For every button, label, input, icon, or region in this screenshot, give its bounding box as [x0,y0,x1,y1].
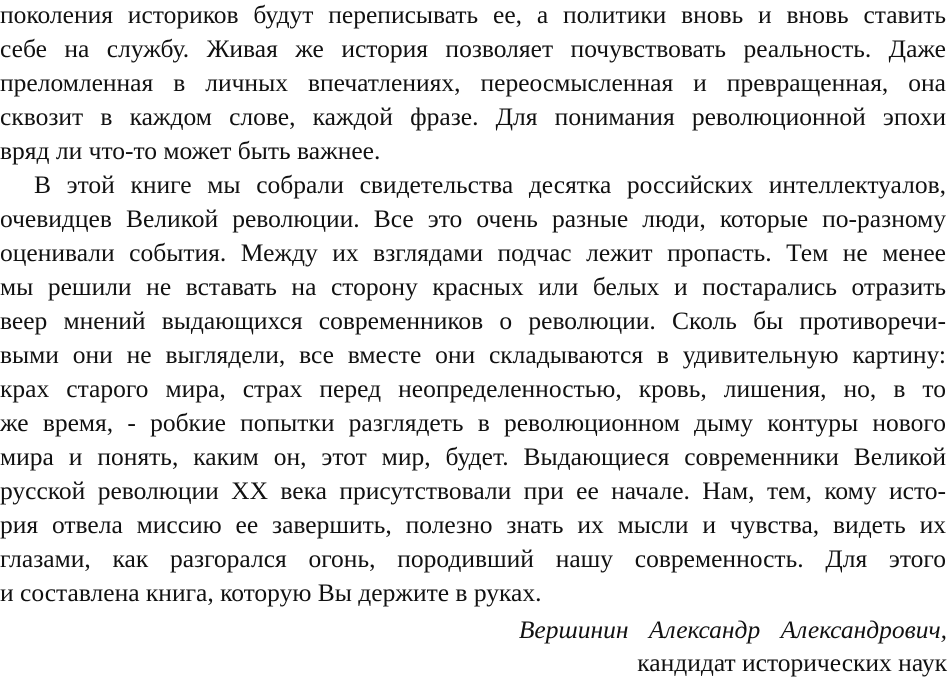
text-line: В этой книге мы собрали свидетельства десятка российских интеллектуалов, [34,170,946,199]
author-name: Вершинин Александр Александрович, [518,615,947,644]
text-line: очевидцев Великой революции. Все это очень разные люди, которые по-разному [0,204,946,233]
text-line: русской революции XX века присутствовали при ее начале. Нам, тем, кому исто- [0,476,946,505]
text-line: поколения историков будут переписывать ее, а политики вновь и вновь ставить [0,0,946,29]
paragraph-2 [0,168,946,610]
text-line: сквозит в каждом слове, каждой фразе. Для понимания революционной эпохи [0,102,946,131]
text-line: веер мнений выдающихся современников о революции. Сколь бы противоречи- [0,306,946,335]
text-line: рия отвела миссию ее завершить, полезно знать их мысли и чувства, видеть их [0,510,946,539]
text-line: мы решили не вставать на сторону красных или белых и постарались отразить [0,272,946,301]
paragraph-1 [0,0,946,168]
author-degree: кандидат исторических наук [637,648,947,677]
text-line: глазами, как разгорался огонь, породивший нашу современность. Для этого [0,544,946,573]
text-line: преломленная в личных впечатлениях, переосмысленная и превращенная, она [0,68,946,97]
text-line: крах старого мира, страх перед неопределенностью, кровь, лишения, но, в то [0,374,946,403]
text-line: выми они не выглядели, все вместе они складываются в удивительную картину: [0,340,946,369]
text-line: себе на службу. Живая же история позволяет почувствовать реальность. Даже [0,34,946,63]
text-line: мира и понять, каким он, этот мир, будет. Выдающиеся современники Великой [0,442,946,471]
text-line: и составлена книга, которую Вы держите в руках. [0,578,542,607]
text-line: же время, - робкие попытки разглядеть в революционном дыму контуры нового [0,408,946,437]
text-line: вряд ли что-то может быть важнее. [0,136,381,165]
text-line: оценивали события. Между их взглядами подчас лежит пропасть. Тем не менее [0,238,946,267]
